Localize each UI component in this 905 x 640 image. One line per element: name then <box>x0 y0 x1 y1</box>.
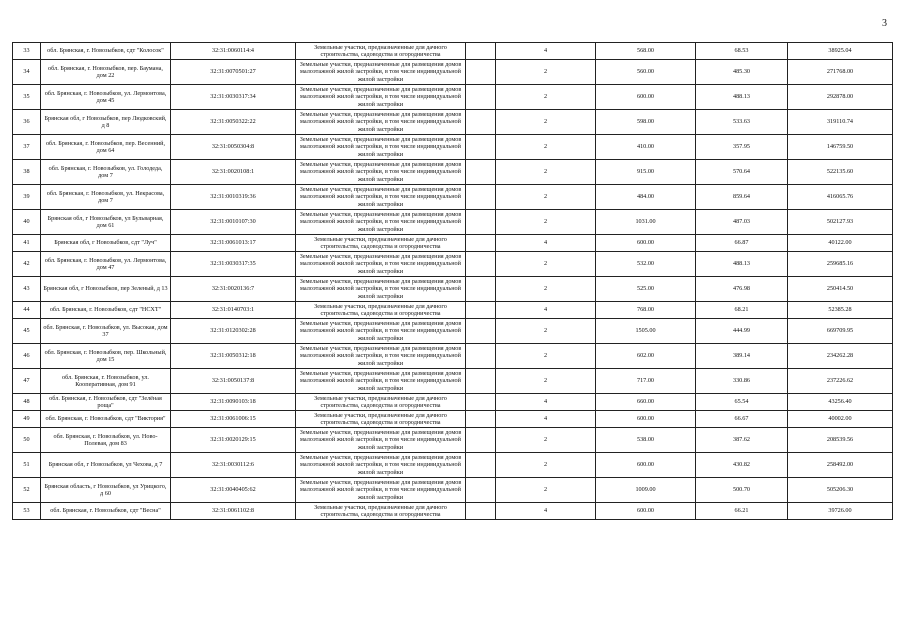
land-use-cell: Земельные участки, предназначенные для дачного строительства, садоводства и огородничества <box>296 302 466 319</box>
specific-value-cell: 387.62 <box>696 428 788 453</box>
cadastral-number-cell: 32:31:0050137:8 <box>171 369 296 394</box>
blank-cell <box>466 43 496 60</box>
area-cell: 602.00 <box>596 344 696 369</box>
land-use-cell: Земельные участки, предназначенные для размещения домов малоэтажной жилой застройки, в том числе индивидуальной жилой застройки <box>296 210 466 235</box>
land-use-cell: Земельные участки, предназначенные для размещения домов малоэтажной жилой застройки, в том числе индивидуальной жилой застройки <box>296 453 466 478</box>
area-cell: 660.00 <box>596 394 696 411</box>
blank-cell <box>466 85 496 110</box>
specific-value-cell: 488.13 <box>696 252 788 277</box>
table-row <box>13 185 893 210</box>
use-group-cell: 2 <box>496 85 596 110</box>
land-use-cell: Земельные участки, предназначенные для размещения домов малоэтажной жилой застройки, в том числе индивидуальной жилой застройки <box>296 160 466 185</box>
area-cell: 560.00 <box>596 60 696 85</box>
table-row <box>13 210 893 235</box>
cadastral-value-cell: 208539.56 <box>788 428 893 453</box>
cadastral-value-cell: 271768.00 <box>788 60 893 85</box>
area-cell: 600.00 <box>596 503 696 520</box>
specific-value-cell: 389.14 <box>696 344 788 369</box>
use-group-cell: 2 <box>496 110 596 135</box>
table-row <box>13 302 893 319</box>
land-use-cell: Земельные участки, предназначенные для дачного строительства, садоводства и огородничества <box>296 235 466 252</box>
area-cell: 484.00 <box>596 185 696 210</box>
area-cell: 600.00 <box>596 411 696 428</box>
use-group-cell: 2 <box>496 277 596 302</box>
specific-value-cell: 66.21 <box>696 503 788 520</box>
page-number: 3 <box>882 18 887 29</box>
specific-value-cell: 485.30 <box>696 60 788 85</box>
table-row <box>13 85 893 110</box>
blank-cell <box>466 210 496 235</box>
cadastral-value-cell: 40122.00 <box>788 235 893 252</box>
blank-cell <box>466 235 496 252</box>
cadastral-value-cell: 319110.74 <box>788 110 893 135</box>
table-row <box>13 478 893 503</box>
area-cell: 410.00 <box>596 135 696 160</box>
land-use-cell: Земельные участки, предназначенные для размещения домов малоэтажной жилой застройки, в том числе индивидуальной жилой застройки <box>296 478 466 503</box>
cadastral-value-cell: 292878.00 <box>788 85 893 110</box>
use-group-cell: 2 <box>496 185 596 210</box>
address-cell: обл. Брянская, г. Новозыбков, пер. Весенний, дом 64 <box>41 135 171 160</box>
blank-cell <box>466 319 496 344</box>
table-row <box>13 453 893 478</box>
address-cell: обл. Брянская, г. Новозыбков, ул. Некрасова, дом 7 <box>41 185 171 210</box>
use-group-cell: 2 <box>496 252 596 277</box>
specific-value-cell: 66.67 <box>696 411 788 428</box>
cadastral-number-cell: 32:31:0030112:6 <box>171 453 296 478</box>
blank-cell <box>466 453 496 478</box>
blank-cell <box>466 344 496 369</box>
row-number: 37 <box>13 135 41 160</box>
use-group-cell: 2 <box>496 369 596 394</box>
table-row <box>13 428 893 453</box>
land-use-cell: Земельные участки, предназначенные для дачного строительства, садоводства и огородничества <box>296 43 466 60</box>
cadastral-value-cell: 234262.28 <box>788 344 893 369</box>
area-cell: 600.00 <box>596 85 696 110</box>
land-use-cell: Земельные участки, предназначенные для размещения домов малоэтажной жилой застройки, в том числе индивидуальной жилой застройки <box>296 319 466 344</box>
cadastral-number-cell: 32:31:0010319:36 <box>171 185 296 210</box>
cadastral-value-cell: 522135.60 <box>788 160 893 185</box>
address-cell: Брянская обл, г Новозыбков, пер Людковский, д 8 <box>41 110 171 135</box>
cadastral-value-cell: 39726.00 <box>788 503 893 520</box>
cadastral-value-cell: 43256.40 <box>788 394 893 411</box>
row-number: 34 <box>13 60 41 85</box>
use-group-cell: 2 <box>496 135 596 160</box>
table-row <box>13 319 893 344</box>
cadastral-value-cell: 237226.62 <box>788 369 893 394</box>
area-cell: 1009.00 <box>596 478 696 503</box>
area-cell: 1505.00 <box>596 319 696 344</box>
table-row <box>13 503 893 520</box>
cadastral-value-cell: 250414.50 <box>788 277 893 302</box>
area-cell: 915.00 <box>596 160 696 185</box>
specific-value-cell: 476.98 <box>696 277 788 302</box>
table-row <box>13 344 893 369</box>
cadastral-number-cell: 32:31:0050312:18 <box>171 344 296 369</box>
land-use-cell: Земельные участки, предназначенные для размещения домов малоэтажной жилой застройки, в том числе индивидуальной жилой застройки <box>296 135 466 160</box>
table-row <box>13 252 893 277</box>
land-use-cell: Земельные участки, предназначенные для размещения домов малоэтажной жилой застройки, в том числе индивидуальной жилой застройки <box>296 428 466 453</box>
cadastral-value-cell: 259685.16 <box>788 252 893 277</box>
row-number: 49 <box>13 411 41 428</box>
cadastral-number-cell: 32:31:0090103:18 <box>171 394 296 411</box>
table-body <box>13 43 893 520</box>
use-group-cell: 2 <box>496 60 596 85</box>
land-use-cell: Земельные участки, предназначенные для дачного строительства, садоводства и огородничества <box>296 411 466 428</box>
blank-cell <box>466 394 496 411</box>
use-group-cell: 2 <box>496 160 596 185</box>
cadastral-number-cell: 32:31:0070501:27 <box>171 60 296 85</box>
cadastral-value-cell: 416065.76 <box>788 185 893 210</box>
specific-value-cell: 570.64 <box>696 160 788 185</box>
table-row <box>13 43 893 60</box>
cadastral-number-cell: 32:31:0020136:7 <box>171 277 296 302</box>
area-cell: 538.00 <box>596 428 696 453</box>
area-cell: 568.00 <box>596 43 696 60</box>
use-group-cell: 2 <box>496 319 596 344</box>
blank-cell <box>466 411 496 428</box>
cadastral-number-cell: 32:31:0050304:8 <box>171 135 296 160</box>
cadastral-value-cell: 669709.95 <box>788 319 893 344</box>
specific-value-cell: 488.13 <box>696 85 788 110</box>
row-number: 39 <box>13 185 41 210</box>
land-use-cell: Земельные участки, предназначенные для размещения домов малоэтажной жилой застройки, в том числе индивидуальной жилой застройки <box>296 369 466 394</box>
row-number: 53 <box>13 503 41 520</box>
land-use-cell: Земельные участки, предназначенные для дачного строительства, садоводства и огородничества <box>296 394 466 411</box>
area-cell: 768.00 <box>596 302 696 319</box>
use-group-cell: 2 <box>496 428 596 453</box>
table-row <box>13 160 893 185</box>
area-cell: 717.00 <box>596 369 696 394</box>
specific-value-cell: 357.95 <box>696 135 788 160</box>
table-row <box>13 60 893 85</box>
land-use-cell: Земельные участки, предназначенные для размещения домов малоэтажной жилой застройки, в том числе индивидуальной жилой застройки <box>296 185 466 210</box>
address-cell: обл. Брянская, г. Новозыбков, ул. Высокая, дом 37 <box>41 319 171 344</box>
blank-cell <box>466 135 496 160</box>
blank-cell <box>466 252 496 277</box>
land-use-cell: Земельные участки, предназначенные для размещения домов малоэтажной жилой застройки, в том числе индивидуальной жилой застройки <box>296 277 466 302</box>
row-number: 52 <box>13 478 41 503</box>
area-cell: 600.00 <box>596 453 696 478</box>
area-cell: 1031.00 <box>596 210 696 235</box>
land-use-cell: Земельные участки, предназначенные для дачного строительства, садоводства и огородничества <box>296 503 466 520</box>
table-row <box>13 277 893 302</box>
address-cell: обл. Брянская, г. Новозыбков, ул. Кооперативная, дом 91 <box>41 369 171 394</box>
cadastral-value-cell: 146759.50 <box>788 135 893 160</box>
row-number: 51 <box>13 453 41 478</box>
row-number: 43 <box>13 277 41 302</box>
specific-value-cell: 68.21 <box>696 302 788 319</box>
address-cell: Брянская обл, г Новозыбков, пер Зеленый, д 13 <box>41 277 171 302</box>
land-use-cell: Земельные участки, предназначенные для размещения домов малоэтажной жилой застройки, в том числе индивидуальной жилой застройки <box>296 85 466 110</box>
blank-cell <box>466 428 496 453</box>
row-number: 50 <box>13 428 41 453</box>
specific-value-cell: 500.70 <box>696 478 788 503</box>
blank-cell <box>466 60 496 85</box>
area-cell: 600.00 <box>596 235 696 252</box>
blank-cell <box>466 160 496 185</box>
use-group-cell: 4 <box>496 411 596 428</box>
cadastral-value-cell: 505206.30 <box>788 478 893 503</box>
land-use-cell: Земельные участки, предназначенные для размещения домов малоэтажной жилой застройки, в том числе индивидуальной жилой застройки <box>296 60 466 85</box>
row-number: 38 <box>13 160 41 185</box>
address-cell: обл. Брянская, г. Новозыбков, ул. Голодеда, дом 7 <box>41 160 171 185</box>
table-row <box>13 411 893 428</box>
address-cell: обл. Брянская, г. Новозыбков, сдт "Весна" <box>41 503 171 520</box>
address-cell: обл. Брянская, г. Новозыбков, сдт "Колосок" <box>41 43 171 60</box>
land-registry-table <box>12 42 893 520</box>
specific-value-cell: 859.64 <box>696 185 788 210</box>
row-number: 45 <box>13 319 41 344</box>
address-cell: обл. Брянская, г. Новозыбков, сдт "Зелёная роща" <box>41 394 171 411</box>
use-group-cell: 2 <box>496 478 596 503</box>
cadastral-number-cell: 32:31:0120302:28 <box>171 319 296 344</box>
address-cell: Брянская обл, г Новозыбков, ул Бульварная, дом 61 <box>41 210 171 235</box>
cadastral-number-cell: 32:31:0050322:22 <box>171 110 296 135</box>
address-cell: обл. Брянская, г. Новозыбков, сдт "Виктория" <box>41 411 171 428</box>
table-row <box>13 235 893 252</box>
cadastral-value-cell: 40002.00 <box>788 411 893 428</box>
cadastral-number-cell: 32:31:0140703:1 <box>171 302 296 319</box>
cadastral-number-cell: 32:31:0020129:15 <box>171 428 296 453</box>
row-number: 36 <box>13 110 41 135</box>
address-cell: обл. Брянская, г. Новозыбков, ул. Ново-Полевая, дом 83 <box>41 428 171 453</box>
cadastral-number-cell: 32:31:0030317:35 <box>171 252 296 277</box>
specific-value-cell: 66.87 <box>696 235 788 252</box>
row-number: 33 <box>13 43 41 60</box>
cadastral-value-cell: 258492.00 <box>788 453 893 478</box>
row-number: 46 <box>13 344 41 369</box>
blank-cell <box>466 478 496 503</box>
row-number: 48 <box>13 394 41 411</box>
specific-value-cell: 444.99 <box>696 319 788 344</box>
cadastral-number-cell: 32:31:0061006:15 <box>171 411 296 428</box>
address-cell: обл. Брянская, г. Новозыбков, пер. Баумана, дом 22 <box>41 60 171 85</box>
area-cell: 532.00 <box>596 252 696 277</box>
specific-value-cell: 533.63 <box>696 110 788 135</box>
use-group-cell: 2 <box>496 453 596 478</box>
table-row <box>13 110 893 135</box>
cadastral-number-cell: 32:31:0061102:8 <box>171 503 296 520</box>
blank-cell <box>466 503 496 520</box>
use-group-cell: 4 <box>496 235 596 252</box>
specific-value-cell: 330.86 <box>696 369 788 394</box>
area-cell: 525.00 <box>596 277 696 302</box>
row-number: 47 <box>13 369 41 394</box>
cadastral-number-cell: 32:31:0010107:30 <box>171 210 296 235</box>
row-number: 42 <box>13 252 41 277</box>
blank-cell <box>466 369 496 394</box>
land-use-cell: Земельные участки, предназначенные для размещения домов малоэтажной жилой застройки, в том числе индивидуальной жилой застройки <box>296 344 466 369</box>
row-number: 40 <box>13 210 41 235</box>
blank-cell <box>466 110 496 135</box>
cadastral-number-cell: 32:31:0020108:1 <box>171 160 296 185</box>
cadastral-number-cell: 32:31:0060114:4 <box>171 43 296 60</box>
address-cell: Брянская область, г Новозыбков, ул Урицкого, д 60 <box>41 478 171 503</box>
blank-cell <box>466 277 496 302</box>
use-group-cell: 4 <box>496 394 596 411</box>
address-cell: обл. Брянская, г. Новозыбков, ул. Лермонтова, дом 47 <box>41 252 171 277</box>
cadastral-value-cell: 502127.93 <box>788 210 893 235</box>
use-group-cell: 4 <box>496 503 596 520</box>
use-group-cell: 2 <box>496 210 596 235</box>
row-number: 44 <box>13 302 41 319</box>
cadastral-value-cell: 52385.28 <box>788 302 893 319</box>
cadastral-number-cell: 32:31:0030317:34 <box>171 85 296 110</box>
area-cell: 598.00 <box>596 110 696 135</box>
address-cell: обл. Брянская, г. Новозыбков, ул. Лермонтова, дом 45 <box>41 85 171 110</box>
use-group-cell: 4 <box>496 302 596 319</box>
address-cell: обл. Брянская, г. Новозыбков, сдт "НСХТ" <box>41 302 171 319</box>
address-cell: Брянская обл, г Новозыбков, ул Чехова, д 7 <box>41 453 171 478</box>
blank-cell <box>466 185 496 210</box>
specific-value-cell: 487.03 <box>696 210 788 235</box>
use-group-cell: 4 <box>496 43 596 60</box>
land-use-cell: Земельные участки, предназначенные для размещения домов малоэтажной жилой застройки, в том числе индивидуальной жилой застройки <box>296 252 466 277</box>
blank-cell <box>466 302 496 319</box>
cadastral-number-cell: 32:31:0061013:17 <box>171 235 296 252</box>
table-row <box>13 394 893 411</box>
cadastral-number-cell: 32:31:0040405:62 <box>171 478 296 503</box>
use-group-cell: 2 <box>496 344 596 369</box>
specific-value-cell: 430.82 <box>696 453 788 478</box>
specific-value-cell: 65.54 <box>696 394 788 411</box>
row-number: 35 <box>13 85 41 110</box>
address-cell: обл. Брянская, г. Новозыбков, пер. Школьный, дом 15 <box>41 344 171 369</box>
land-use-cell: Земельные участки, предназначенные для размещения домов малоэтажной жилой застройки, в том числе индивидуальной жилой застройки <box>296 110 466 135</box>
table-row <box>13 135 893 160</box>
cadastral-value-cell: 38925.04 <box>788 43 893 60</box>
specific-value-cell: 68.53 <box>696 43 788 60</box>
row-number: 41 <box>13 235 41 252</box>
table-row <box>13 369 893 394</box>
address-cell: Брянская обл, г Новозыбков, сдт "Луч" <box>41 235 171 252</box>
